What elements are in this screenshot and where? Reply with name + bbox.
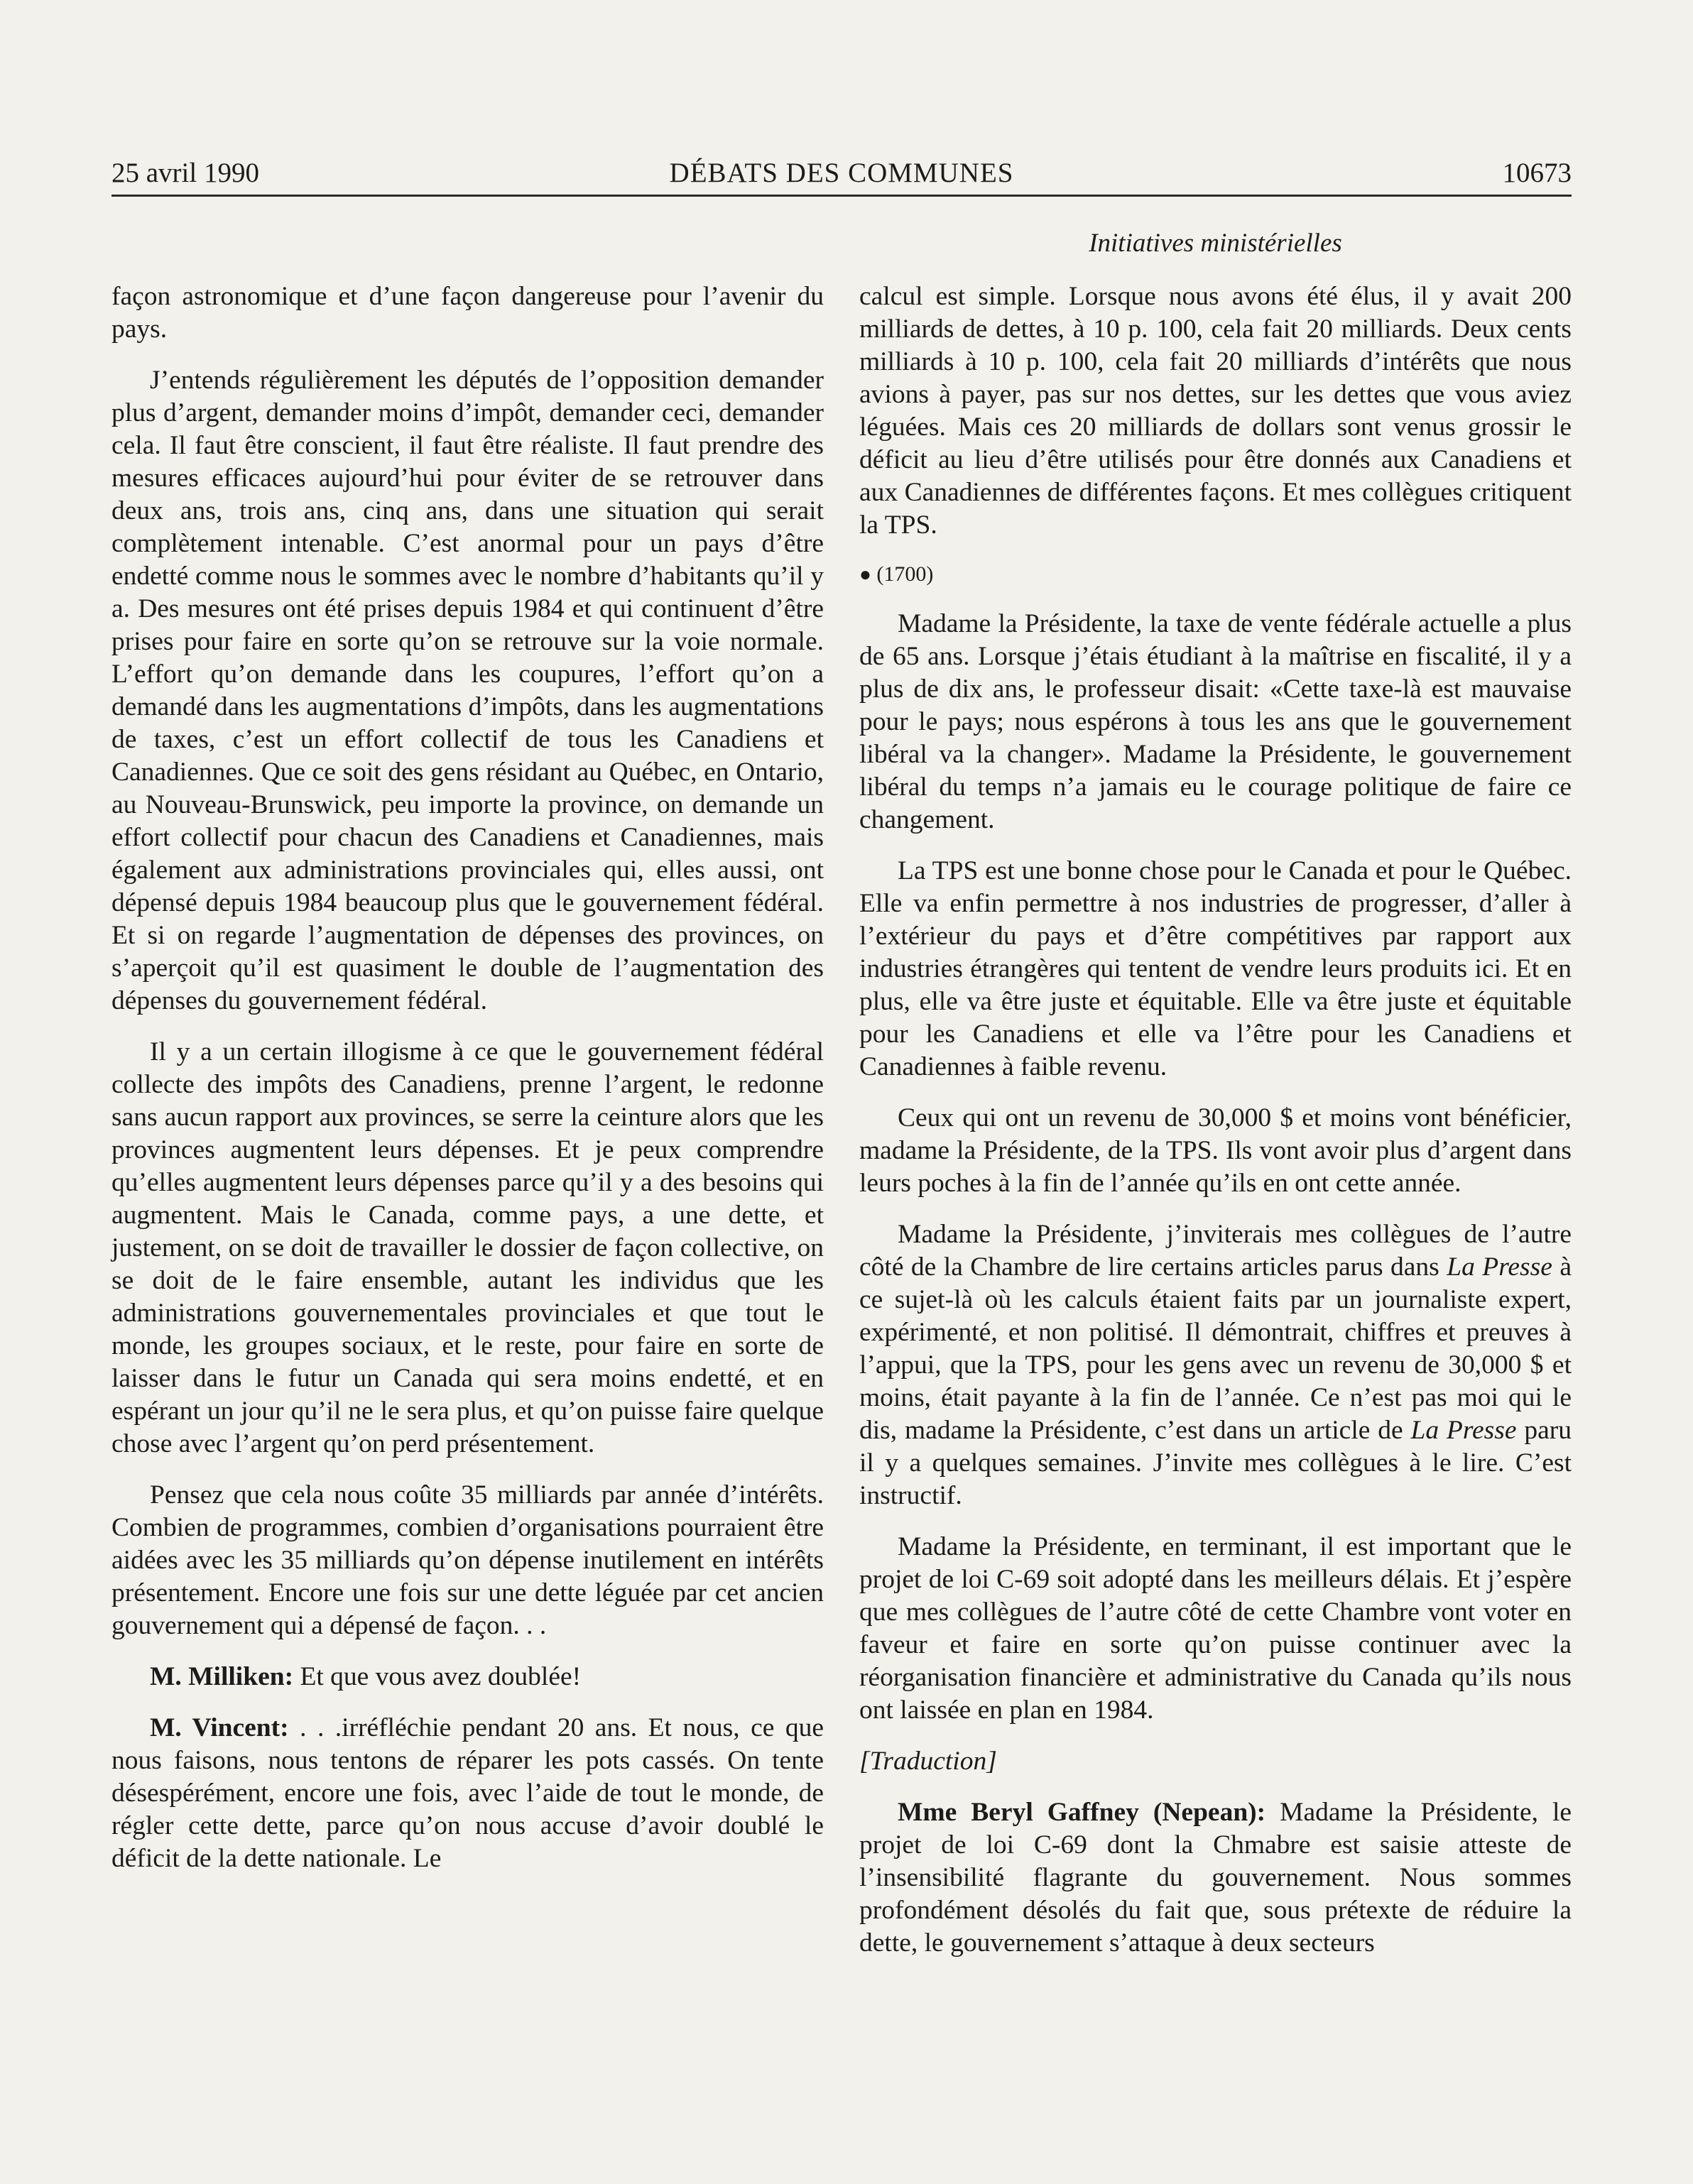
publication-name: La Presse xyxy=(1447,1252,1552,1282)
speaker-paragraph-gaffney xyxy=(859,1796,1572,1960)
paragraph: calcul est simple. Lorsque nous avons été élus, il y avait 200 milliards de dettes, à 10 p. 100, cela fait 20 milliards. Deux cents milliards à 10 p. 100, cela fait 20 milliards d’intérêts que nous avions à payer, pas sur nos dettes, sur les dettes que vous aviez léguées. Mais ces 20 milliards de dollars sont venus grossir le déficit au lieu d’être utilisés pour être donnés aux Canadiens et aux Canadiennes de différentes façons. Et mes collègues critiquent la TPS. xyxy=(859,282,1572,540)
paragraph: Ceux qui ont un revenu de 30,000 $ et moins vont bénéficier, madame la Présidente, de la TPS. Ils vont avoir plus d’argent dans leurs poches à la fin de l’année qu’ils en ont cette année. xyxy=(859,1103,1572,1198)
time-marker xyxy=(859,560,1572,589)
speaker-name: M. Milliken: xyxy=(150,1662,294,1691)
speaker-paragraph-vincent xyxy=(111,1712,824,1875)
right-column xyxy=(859,280,1572,1978)
paragraph: Madame la Présidente, en terminant, il est important que le projet de loi C-69 soit adopté dans les meilleurs délais. Et j’espère que mes collègues de l’autre côté de cette Chambre vont voter en faveur et faire en sorte qu’on puisse continuer avec la réorganisation financière et administrative du Canada qu’ils nous ont laissée en plan en 1984. xyxy=(859,1532,1572,1725)
text-run: à ce sujet-là où les calculs étaient faits par un journaliste expert, expérimenté, et non politisé. Il démontrait, chiffres et preuves à l’appui, que la TPS, pour les gens avec un revenu de 30,000 $ et moins, était payante à la fin de l’année. Ce n’est pas moi qui le dis, madame la Présidente, c’est dans un article de xyxy=(859,1252,1572,1445)
left-column xyxy=(111,280,824,1894)
paragraph: façon astronomique et d’une façon dangereuse pour l’avenir du pays. xyxy=(111,282,824,344)
paragraph: Pensez que cela nous coûte 35 milliards par année d’intérêts. Combien de programmes, combien d’organisations pourraient être aidées avec les 35 milliards qu’on dépense inutilement en intérêts présentement. Encore une fois sur une dette léguée par cet ancien gouvernement qui a dépensé de façon. . . xyxy=(111,1480,824,1640)
speech-text: . . .irréfléchie pendant 20 ans. Et nous, ce que nous faisons, nous tentons de réparer les pots cassés. On tente désespérément, encore une fois, avec l’aide de tout le monde, de régler cette dette, parce qu’on nous accuse d’avoir doublé le déficit de la dette nationale. Le xyxy=(111,1713,824,1873)
paragraph: J’entends régulièrement les députés de l’opposition demander plus d’argent, demander moins d’impôt, demander ceci, demander cela. Il faut être conscient, il faut être réaliste. Il faut prendre des mesures efficaces aujourd’hui pour éviter de se retrouver dans deux ans, trois ans, cinq ans, dans une situation qui serait complètement intenable. C’est anormal pour un pays d’être endetté comme nous le sommes avec le nombre d’habitants qu’il y a. Des mesures ont été prises depuis 1984 et qui continuent d’être prises pour faire en sorte qu’on se retrouve sur la voie normale. L’effort qu’on demande dans les coupures, l’effort qu’on a demandé dans les augmentations d’impôts, dans les augmentations de taxes, c’est un effort collectif de tous les Canadiens et Canadiennes. Que ce soit des gens résidant au Québec, en Ontario, au Nouveau-Brunswick, peu importe la province, on demande un effort collectif pour chacun des Canadiens et Canadiennes, mais également aux administrations provinciales qui, elles aussi, ont dépensé depuis 1984 beaucoup plus que le gouvernement fédéral. Et si on regarde l’augmentation de dépenses des provinces, on s’aperçoit qu’il est quasiment le double de l’augmentation des dépenses du gouvernement fédéral. xyxy=(111,366,824,1015)
paragraph-la-presse xyxy=(859,1218,1572,1512)
paragraph: Madame la Présidente, la taxe de vente fédérale actuelle a plus de 65 ans. Lorsque j’étais étudiant à la maîtrise en fiscalité, il y a plus de dix ans, le professeur disait: «Cette taxe-là est mauvaise pour le pays; nous espérons à tous les ans que le gouvernement libéral va la changer». Madame la Présidente, le gouvernement libéral du temps n’a jamais eu le courage politique de faire ce changement. xyxy=(859,609,1572,834)
page-header xyxy=(111,152,1572,195)
speaker-name: Mme Beryl Gaffney (Nepean): xyxy=(898,1798,1266,1827)
text-run: paru il y a quelques semaines. J’invite mes collègues à le lire. C’est instructif. xyxy=(859,1416,1572,1510)
translation-note: [Traduction] xyxy=(859,1747,997,1776)
speech-text: Et que vous avez doublée! xyxy=(300,1662,582,1691)
header-rule xyxy=(111,195,1572,197)
paragraph: Il y a un certain illogisme à ce que le gouvernement fédéral collecte des impôts des Canadiens, prenne l’argent, le redonne sans aucun rapport aux provinces, se serre la ceinture alors que les provinces augmentent leurs dépenses. Et je peux comprendre qu’elles augmentent leurs dépenses parce qu’il y a des besoins qui augmentent. Mais le Canada, comme pays, a une dette, et justement, on se doit de travailler le dossier de façon collective, on se doit de le faire ensemble, autant les individus que les administrations gouvernementales provinciales et que tout le monde, les groupes sociaux, et le reste, pour faire en sorte de laisser dans le futur un Canada qui sera moins endetté, et en espérant un jour qu’il ne le sera plus, et qu’on puisse faire quelque chose avec l’argent qu’on perd présentement. xyxy=(111,1037,824,1458)
header-page-number: 10673 xyxy=(1502,158,1572,188)
speech-text: Madame la Présidente, le projet de loi C-69 dont la Chmabre est saisie atteste de l’insensibilité flagrante du gouvernement. Nous sommes profondément désolés du fait que, sous prétexte de réduire la dette, le gouvernement s’attaque à deux secteurs xyxy=(859,1798,1572,1958)
paragraph: La TPS est une bonne chose pour le Canada et pour le Québec. Elle va enfin permettre à nos industries de progresser, d’aller à l’extérieur du pays et d’être compétitives par rapport aux industries étrangères qui tentent de vendre leurs produits ici. Et en plus, elle va être juste et équitable. Elle va être juste et équitable pour les Canadiens et elle va l’être pour les Canadiens et Canadiennes à faible revenu. xyxy=(859,856,1572,1081)
translation-label: Traduction xyxy=(869,1747,987,1776)
time-marker-text: (1700) xyxy=(876,562,934,586)
bullet-icon: ● xyxy=(859,564,871,586)
header-title: DÉBATS DES COMMUNES xyxy=(669,158,1014,188)
speaker-paragraph-milliken xyxy=(111,1661,824,1693)
speaker-name: M. Vincent: xyxy=(150,1713,289,1742)
section-title: Initiatives ministérielles xyxy=(1089,229,1342,258)
publication-name: La Presse xyxy=(1410,1416,1517,1445)
header-date: 25 avril 1990 xyxy=(111,158,259,188)
text-run: Madame la Présidente, j’inviterais mes collègues de l’autre côté de la Chambre de lire certains articles parus dans xyxy=(859,1220,1572,1282)
